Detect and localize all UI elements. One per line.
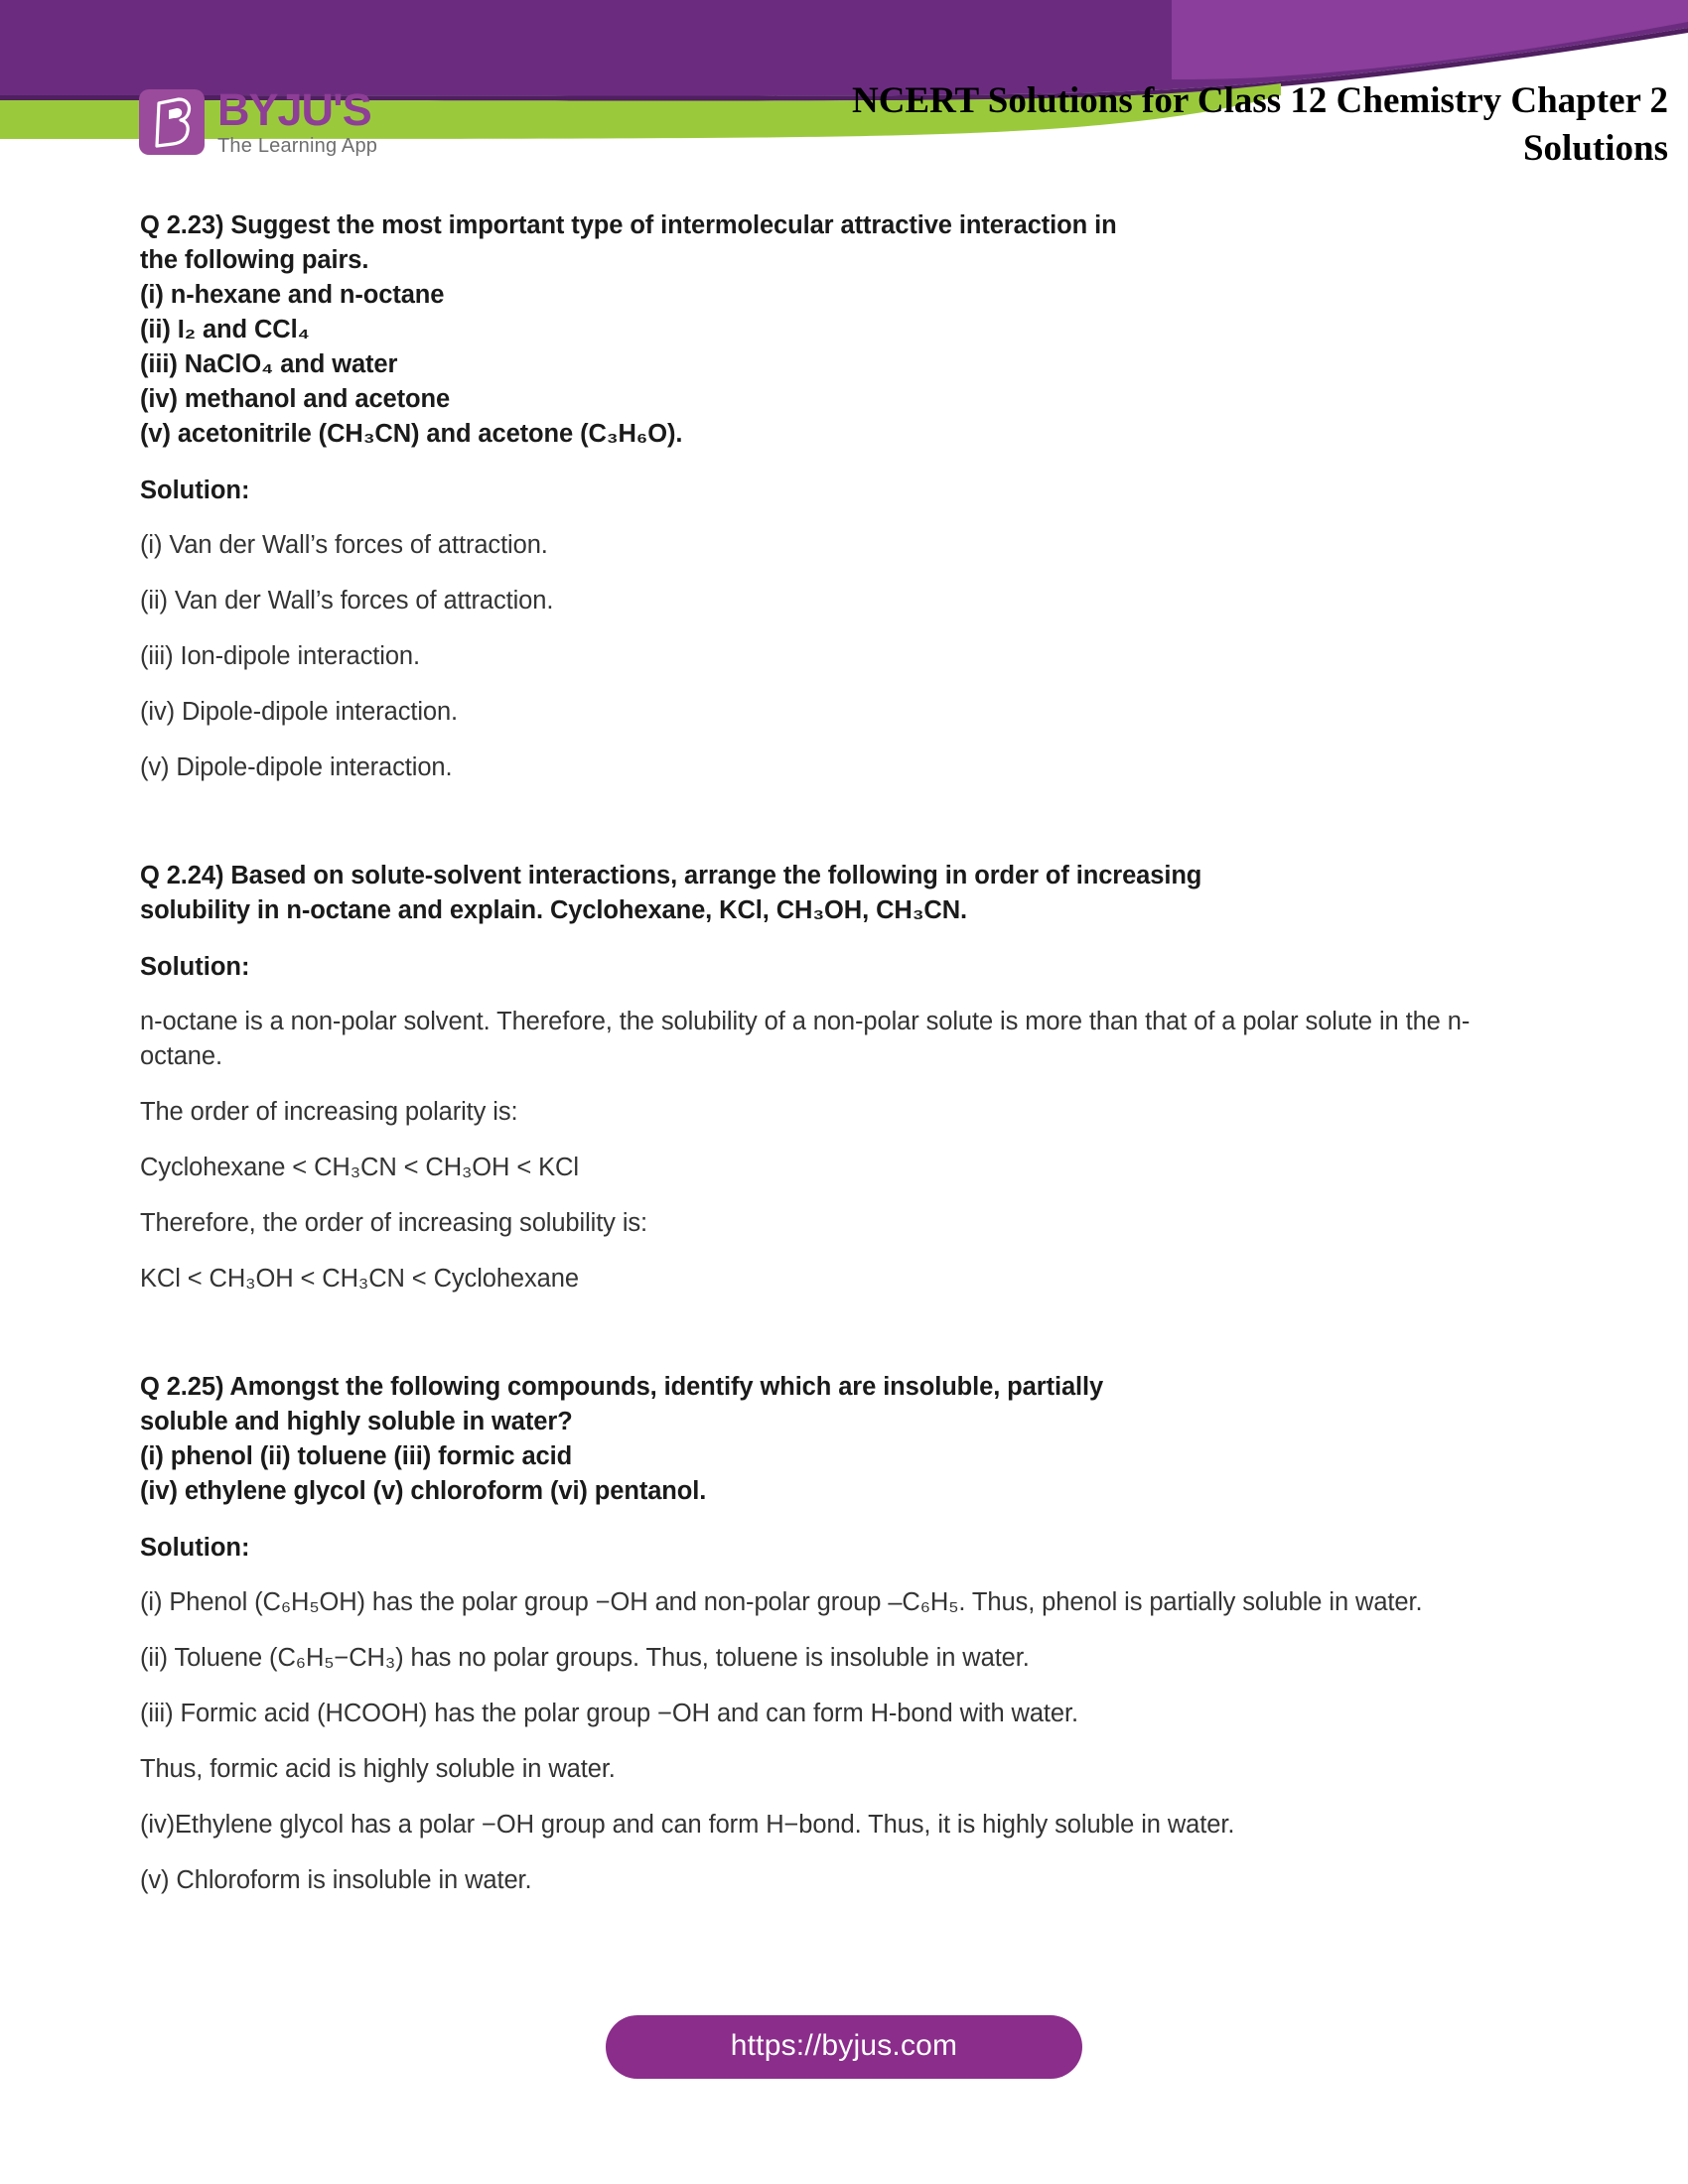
solution-para: (ii) Toluene (C₆H₅−CH₃) has no polar groups. Thus, toluene is insoluble in water. [140,1644,1030,1672]
question-line: Q 2.23) Suggest the most important type of intermolecular attractive interaction in [140,211,1117,239]
question-block-q-2-25 [140,1370,1550,1898]
solution-para: KCl < CH₃OH < CH₃CN < Cyclohexane [140,1265,579,1293]
byjus-logo-mark-icon [139,89,205,155]
question-line: (i) phenol (ii) toluene (iii) formic acid [140,1442,573,1470]
question-prompt-q-2-25 [140,1370,1550,1509]
solution-para: (v) Chloroform is insoluble in water. [140,1866,532,1894]
solution-para: The order of increasing polarity is: [140,1098,518,1126]
solution-para: (ii) Van der Wall’s forces of attraction. [140,587,554,614]
solution-para: (iv)Ethylene glycol has a polar −OH group and can form H−bond. Thus, it is highly soluble in water. [140,1811,1235,1839]
section-gap [140,785,1550,859]
question-line: (ii) I₂ and CCl₄ [140,316,310,343]
question-block-q-2-24 [140,859,1550,1297]
page-title-line-2: Solutions [1522,128,1668,169]
solution-para: Therefore, the order of increasing solubility is: [140,1209,648,1237]
byjus-wordmark: BYJU'S [217,84,371,135]
section-gap [140,1297,1550,1370]
page-title-line-1: NCERT Solutions for Class 12 Chemistry Chapter 2 [851,80,1668,121]
solution-label-q-2-25: Solution: [140,1534,250,1562]
document-content [140,208,1550,1898]
byjus-tagline: The Learning App [217,135,378,157]
byjus-logo [139,84,378,158]
question-line: (v) acetonitrile (CH₃CN) and acetone (C₃H₆O). [140,420,683,448]
question-prompt-q-2-23 [140,208,1550,452]
question-line: soluble and highly soluble in water? [140,1408,573,1435]
solution-para: Cyclohexane < CH₃CN < CH₃OH < KCl [140,1154,579,1181]
question-line: solubility in n-octane and explain. Cyclohexane, KCl, CH₃OH, CH₃CN. [140,896,968,924]
solution-para: Thus, formic acid is highly soluble in water. [140,1755,616,1783]
question-block-q-2-23 [140,208,1550,785]
solution-label-q-2-24: Solution: [140,953,250,981]
question-line: (iii) NaClO₄ and water [140,350,398,378]
solution-para: (i) Phenol (C₆H₅OH) has the polar group −OH and non-polar group –C₆H₅. Thus, phenol is partially soluble in water. [140,1588,1423,1616]
question-line: the following pairs. [140,246,369,274]
solution-para: (iii) Ion-dipole interaction. [140,642,420,670]
question-prompt-q-2-24 [140,859,1550,928]
solution-para: (i) Van der Wall’s forces of attraction. [140,531,548,559]
page-title [477,77,1668,173]
footer [0,2015,1688,2079]
question-line: (iv) ethylene glycol (v) chloroform (vi) pentanol. [140,1477,707,1505]
byjus-url-button[interactable] [606,2015,1082,2079]
solution-para: (v) Dipole-dipole interaction. [140,753,453,781]
solution-para: n-octane is a non-polar solvent. Therefore, the solubility of a non-polar solute is more than that of a polar solute in the n-octane. [140,1008,1471,1070]
question-line: (iv) methanol and acetone [140,385,451,413]
solution-label-q-2-23: Solution: [140,477,250,504]
question-line: Q 2.25) Amongst the following compounds, identify which are insoluble, partially [140,1373,1104,1401]
question-line: Q 2.24) Based on solute-solvent interactions, arrange the following in order of increasing [140,862,1202,889]
question-line: (i) n-hexane and n-octane [140,281,445,309]
solution-para: (iv) Dipole-dipole interaction. [140,698,459,726]
byjus-url-label: https://byjus.com [730,2029,958,2062]
solution-para: (iii) Formic acid (HCOOH) has the polar group −OH and can form H-bond with water. [140,1700,1078,1727]
